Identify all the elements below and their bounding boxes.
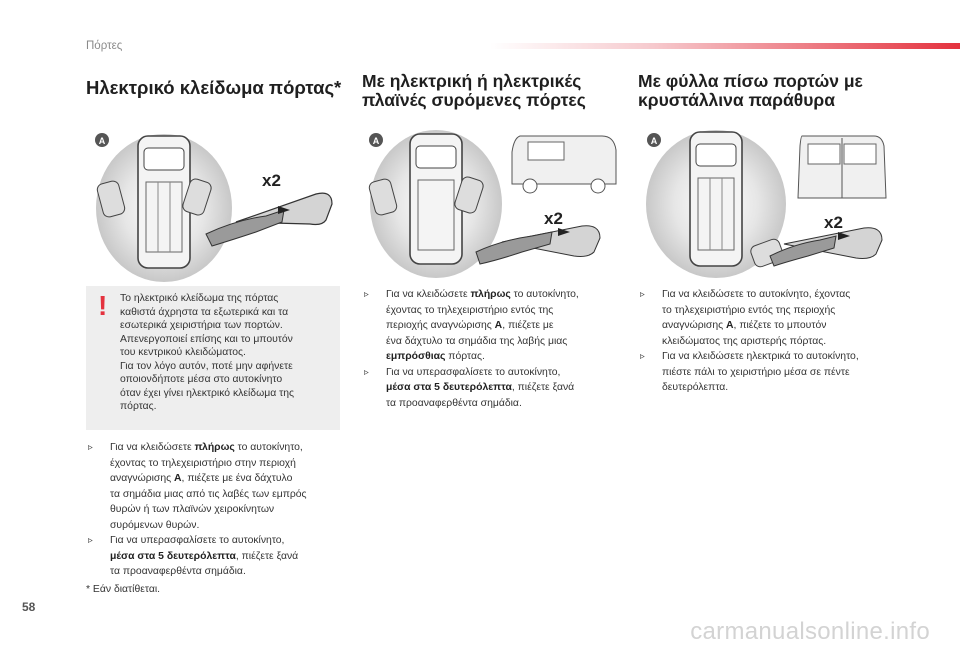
svg-text:x2: x2 [544, 209, 563, 228]
exclamation-icon: ! [98, 290, 108, 321]
car-side-sliding-door-icon [362, 124, 624, 282]
column-title: Με φύλλα πίσω πορτών με κρυστάλλινα παράθυρα [638, 71, 863, 110]
header-accent-bar [490, 43, 960, 49]
section-header: Πόρτες [86, 40, 123, 52]
instructions-list [638, 287, 908, 396]
instructions-list [86, 440, 356, 580]
svg-text:A: A [650, 136, 658, 146]
page-number: 58 [22, 600, 36, 614]
instructions-list [362, 287, 632, 411]
svg-text:A: A [372, 136, 380, 146]
warning-text: Το ηλεκτρικό κλείδωμα της πόρτας καθιστά άχρηστα τα εξωτερικά και τα εσωτερικά χειριστήρια των πορτών. Απενεργοποιεί επίσης και το μπουτόν του κεντρικού κλειδώματος. Για τον λόγο αυτόν, ποτέ μην αφήνετε οποιονδήποτε μέσα στο αυτοκίνητο όταν έχει γίνει ηλεκτρικό κλείδωμα της πόρτας. [120, 293, 294, 412]
arrow-bullet-icon: ▹ [640, 351, 645, 362]
arrow-bullet-icon: ▹ [640, 289, 645, 300]
footnote: * Εάν διατίθεται. [86, 584, 161, 595]
svg-text:x2: x2 [824, 213, 843, 232]
warning-box [86, 286, 340, 430]
svg-text:A: A [98, 136, 106, 146]
illustration-rear-doors [638, 124, 900, 282]
car-rear-doors-icon [638, 124, 900, 282]
illustration-sliding-door [362, 124, 624, 282]
list-item: ▹ Για να κλειδώσετε το αυτοκίνητο, έχοντας το τηλεχειριστήριο εντός της περιοχής αναγνώρισης A, πιέζετε το μπουτόν κλειδώματος της αριστερής πόρτας. [640, 289, 851, 347]
svg-text:x2: x2 [262, 171, 281, 190]
column-title: Με ηλεκτρική ή ηλεκτρικές πλαϊνές συρόμενες πόρτες [362, 71, 586, 110]
arrow-bullet-icon: ▹ [88, 442, 93, 453]
list-item: ▹ Για να υπερασφαλίσετε το αυτοκίνητο, μέσα στα 5 δευτερόλεπτα, πιέζετε ξανά τα προαναφερθέντα σημάδια. [364, 366, 575, 409]
page-title: Ηλεκτρικό κλείδωμα πόρτας* [86, 77, 342, 98]
car-top-view-key-fob-icon [86, 124, 346, 282]
list-item: ▹ Για να κλειδώσετε ηλεκτρικά το αυτοκίνητο, πιέστε πάλι το χειριστήριο μέσα σε πέντε δευτερόλεπτα. [640, 351, 859, 393]
arrow-bullet-icon: ▹ [364, 366, 369, 378]
arrow-bullet-icon: ▹ [364, 289, 369, 300]
list-item: ▹ Για να υπερασφαλίσετε το αυτοκίνητο, μέσα στα 5 δευτερόλεπτα, πιέζετε ξανά τα προαναφερθέντα σημάδια. [88, 535, 299, 577]
list-item: ▹ Για να κλειδώσετε πλήρως το αυτοκίνητο, έχοντας το τηλεχειριστήριο στην περιοχή αναγνώρισης A, πιέζετε με ένα δάχτυλο τα σημάδια μιας από τις λαβές των εμπρός θυρών ή των πλαϊνών χειροκίνητων συρόμενων θυρών. [88, 442, 307, 531]
illustration-handle-lock [86, 124, 346, 282]
arrow-bullet-icon: ▹ [88, 535, 93, 546]
list-item: ▹ Για να κλειδώσετε πλήρως το αυτοκίνητο, έχοντας το τηλεχειριστήριο εντός της περιοχής αναγνώρισης A, πιέζετε με ένα δάχτυλο τα σημάδια της λαβής μιας εμπρόσθιας πόρτας. [364, 289, 579, 362]
watermark: carmanualsonline.info [690, 618, 930, 645]
